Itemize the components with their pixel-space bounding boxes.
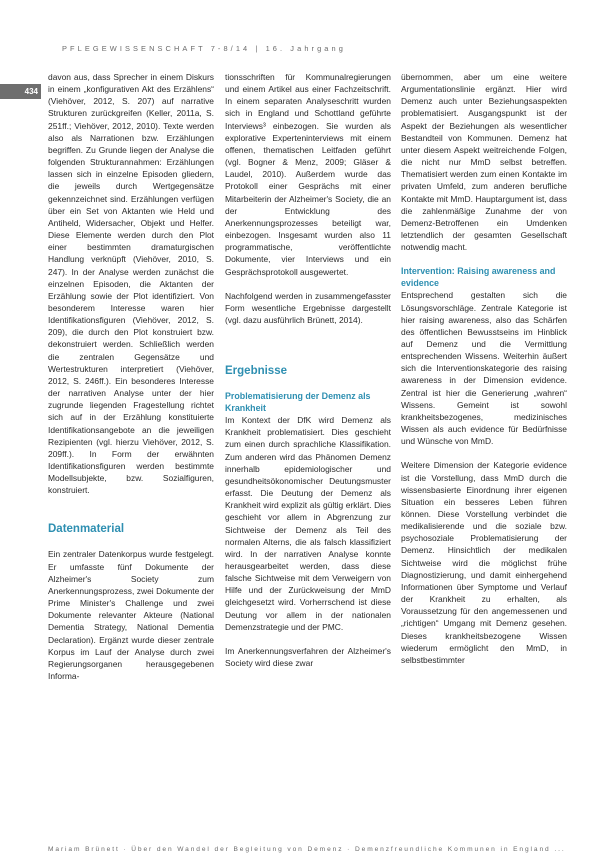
running-head: PFLEGEWISSENSCHAFT 7-8/14 | 16. Jahrgang (62, 44, 346, 53)
paragraph: Weitere Dimension der Kategorie evidence ist die Vorstellung, dass MmD durch die wissensbasierte Einordnung ihrer eigenen Situation ein besseres Leben führen können. Diese Vorstellung verbindet die medikalisierende und die soziale bzw. psychosoziale Problematisierung der Demenz. Hinsichtlich der medikalen Sichtweise wird die möglichst frühe Diagnostizierung, und damit einhergehend Informationen über Symptome und Verlauf der Krankheit zu erhalten, als Voraussetzung für den angemessenen und „richtigen“ Umgang mit Demenz gesehen. Dieses krankheitsbezogene Wissen wiederum ermöglicht den MmD, in selbstbestimmter (401, 460, 567, 665)
paragraph: davon aus, dass Sprecher in einem Diskurs in einem „konfigurativen Akt des Erzählens“ (Viehöver, 2012, S. 207) auf narrative Strukturen zurückgreifen (Keller, 2011a, S. 251ff.; Viehöver, 2012, 2010). Texte werden also als Narrationen bzw. Erzählungen begriffen. Zu Grunde liegen der Analyse die folgenden Strukturannahmen: Erzählungen lassen sich in einzelne Episoden gliedern, die jeweils durch Wertgegensätze gekennzeichnet sind. Erzählungen verfügen über ein Set von Aktanten wie Held und Antiheld, Widersacher, Objekt und Helfer. Diese Elemente werden durch den Plot einer bestimmten dramaturgischen Handlung verknüpft (Viehöver, 2010, S. 247). In der Analyse werden zunächst die einzelnen Episoden, die Aktanten der Erzählung sowie der Plot identifiziert. Von besonderem Interesse waren hier Identifikationsfiguren (Viehöver, 2012, S. 209), die durch den Plot konstruiert bzw. dekonstruiert werden. Schließlich werden die zentralen Gegensätze und Wertestrukturen interpretiert (Viehöver, 2012, S. 246ff.). Ein besonderes Interesse der narrativen Analyse unter der hier zugrunde liegenden Fragestellung richtet sich auf in der Erzählung konstituierte Identifikationsangebote an die jeweiligen Rezipienten (vgl. hierzu Viehöver, 2012, S. 209ff.). In Form der erwähnten Identifikationsfiguren werden bestimmte Modellsubjekte, bzw. Sozialfiguren, konstruiert. (48, 72, 214, 496)
paragraph: Entsprechend gestalten sich die Lösungsvorschläge. Zentrale Kategorie ist hier raising awareness, also das Schärfen des öffentlichen Bewusstseins im Hinblick auf Demenz und die Vermittlung entsprechenden Wissens. Weiterhin äußert sich die Interventionskategorie des raising awareness in der Dimension evidence. Zentral ist hier die Generierung „wahren“ Wissens. Gemeint ist sowohl krankheitsbezogenes, medizinisches Wissen als auch evidence für Bedürfnisse und Wünsche von MmD. (401, 290, 567, 447)
paragraph: Nachfolgend werden in zusammengefasster Form wesentliche Ergebnisse dargestellt (vgl. dazu ausführlich Brünett, 2014). (225, 290, 391, 325)
column-2 (225, 71, 391, 669)
paragraph: Im Kontext der DfK wird Demenz als Krankheit problematisiert. Dies geschieht zum einen durch sprachliche Klassifikation. Zum anderen wird das Phänomen Demenz innerhalb epidemiologischer und gesundheitsökonomischer Deutungsmuster erfasst. Die Deutung der Demenz als Krankheit wird explizit als gültig erklärt. Dies geschieht vor allem in Abgrenzung zur Sichtweise der Demenz als Teil des normalen Alterns, die als falsch klassifiziert wird. In der narrativen Analyse konnte herausgearbeitet werden, dass diese falsche Sichtweise mit dem Verweigern von Hilfe und der Zurückweisung der MmD gleichgesetzt wird. Vorherrschend ist diese Deutung vor allem in der nationalen Demenzstrategie und der PMC. (225, 415, 391, 632)
column-1 (48, 71, 214, 682)
paragraph: übernommen, aber um eine weitere Argumentationslinie ergänzt. Hier wird Demenz auch unter Beziehungsaspekten problematisiert. Ausgangspunkt ist der Aspekt der Beziehungen als wesentlicher Bestandteil von Kommunen. Demenz hat unter diesem Aspekt weitreichende Folgen, die nicht nur MmD selbst betreffen. Thematisiert werden zum einen Kontakte im privaten Umfeld, zum anderen berufliche Kontakte mit MmD. Hauptargument ist, dass die zahlenmäßige Zunahme der von Demenz-Betroffenen ein Umdenken letztendlich der gesamten Gesellschaft notwendig macht. (401, 72, 567, 253)
paragraph: Im Anerkennungsverfahren der Alzheimer's Society wird diese zwar (225, 645, 391, 669)
section-heading-ergebnisse: Ergebnisse (225, 365, 287, 378)
column-3 (401, 71, 567, 666)
page-footer: Mariam Brünett · Über den Wandel der Begleitung von Demenz · Demenzfreundliche Kommunen in England ... (48, 846, 566, 853)
paragraph: Ein zentraler Datenkorpus wurde festgelegt. Er umfasste fünf Dokumente der Alzheimer's Society zum Anerkennungsprozess, zwei Dokumente der Prime Minister's Challenge und zwei Dokumente relevanter Akteure (National Dementia Strategy, National Dementia Declaration). Ergänzt wurde dieser zentrale Korpus im Lauf der Analyse durch zwei Regierungsorganen herausgegebenen Informa- (48, 549, 214, 682)
page-number: 434 (0, 84, 41, 99)
subsection-heading-intervention: Intervention: Raising awareness and evidence (401, 266, 556, 289)
subsection-heading-problematisierung: Problematisierung der Demenz als Krankheit (225, 391, 371, 414)
section-heading-datenmaterial: Datenmaterial (48, 523, 125, 536)
paragraph: tionsschriften für Kommunalregierungen und einem Artikel aus einer Fachzeitschrift. In einem separaten Analyseschritt wurden sich in England und Schottland geführte Interviews³ einbezogen. Sie wurden als explorative Experteninterviews mit einem offenen, thematischen Leitfaden geführt (vgl. Bogner & Menz, 2009; Gläser & Laudel, 2010). Außerdem wurde das Protokoll einer Gesprächs mit einer Mitarbeiterin der Alzheimer's Society, die an der Entwicklung des Anerkennungsprozesses beteiligt war, einbezogen. Insgesamt wurden also 11 programmatische, veröffentlichte Dokumente, vier Interviews und ein Gesprächsprotokoll ausgewertet. (225, 72, 391, 277)
